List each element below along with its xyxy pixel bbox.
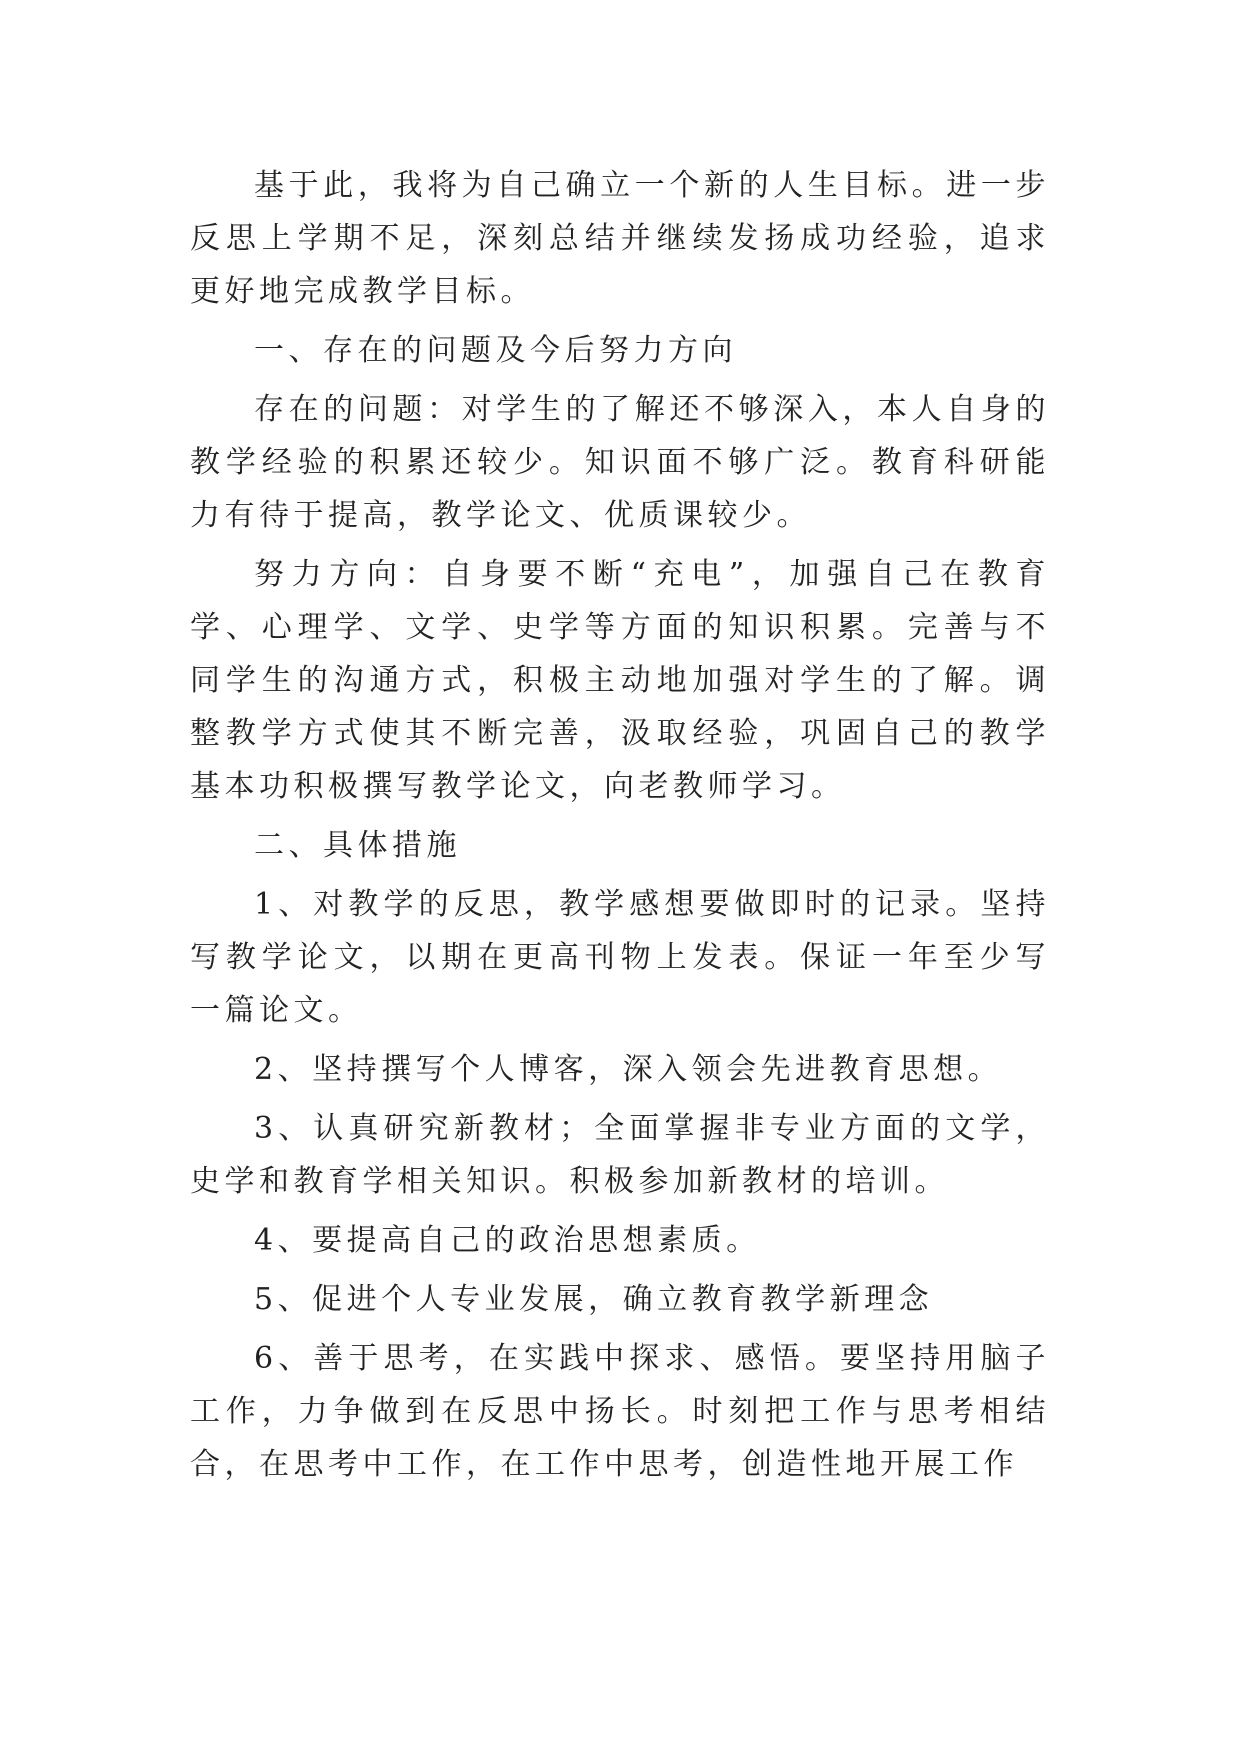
section-heading-problems: 一、存在的问题及今后努力方向 [254,333,737,368]
document-body [190,159,1050,1497]
section-heading-measures: 二、具体措施 [254,828,461,863]
paragraph-intro: 基于此，我将为自己确立一个新的人生目标。进一步反思上学期不足，深刻总结并继续发扬成功经验，追求更好地完成教学目标。 [190,168,1050,309]
measure-item-3: 3、认真研究新教材；全面掌握非专业方面的文学，史学和教育学相关知识。积极参加新教材的培训。 [190,1111,1050,1199]
measure-item-2: 2、坚持撰写个人博客，深入领会先进教育思想。 [254,1052,1003,1087]
paragraph-direction: 努力方向：自身要不断“充电”，加强自己在教育学、心理学、文学、史学等方面的知识积累。完善与不同学生的沟通方式，积极主动地加强对学生的了解。调整教学方式使其不断完善，汲取经验，巩固自己的教学基本功积极撰写教学论文，向老教师学习。 [190,557,1050,804]
paragraph-problems: 存在的问题：对学生的了解还不够深入，本人自身的教学经验的积累还较少。知识面不够广泛。教育科研能力有待于提高，教学论文、优质课较少。 [190,392,1050,533]
measure-item-6: 6、善于思考，在实践中探求、感悟。要坚持用脑子工作，力争做到在反思中扬长。时刻把工作与思考相结合，在思考中工作，在工作中思考，创造性地开展工作 [190,1341,1050,1482]
measure-item-1: 1、对教学的反思，教学感想要做即时的记录。坚持写教学论文，以期在更高刊物上发表。保证一年至少写一篇论文。 [190,887,1050,1028]
measure-item-5: 5、促进个人专业发展，确立教育教学新理念 [254,1282,934,1317]
measure-item-4: 4、要提高自己的政治思想素质。 [254,1223,761,1258]
